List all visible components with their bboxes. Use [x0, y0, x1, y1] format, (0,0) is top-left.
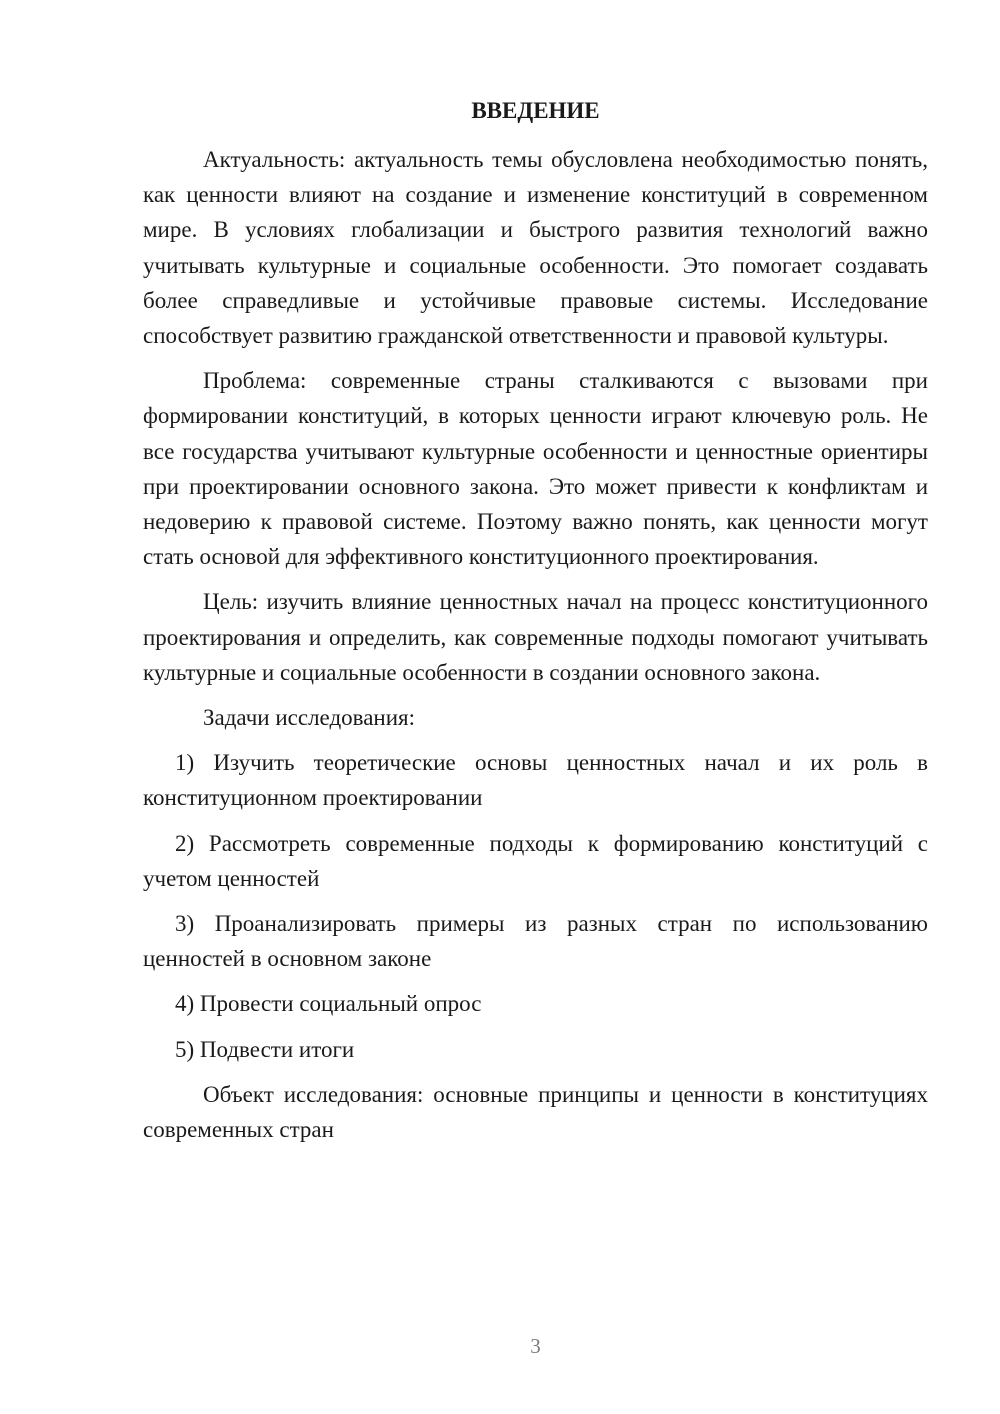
document-body [143, 142, 928, 1157]
paragraph-problem: Проблема: современные страны сталкиваются с вызовами при формировании конституций, в которых ценности играют ключевую роль. Не все государства учитывают культурные особенности и ценностные ориентиры при проектировании основного закона. Это может привести к конфликтам и недоверию к правовой системе. Поэтому важно понять, как ценности могут стать основой для эффективного конституционного проектирования. [143, 368, 928, 570]
paragraph-relevance: Актуальность: актуальность темы обусловлена необходимостью понять, как ценности влияют на создание и изменение конституций в современном мире. В условиях глобализации и быстрого развития технологий важно учитывать культурные и социальные особенности. Это помогает создавать более справедливые и устойчивые правовые системы. Исследование способствует развитию гражданской ответственности и правовой культуры. [143, 147, 928, 349]
list-item: 2) Рассмотреть современные подходы к формированию конституций с учетом ценностей [143, 830, 928, 891]
paragraph-goal: Цель: изучить влияние ценностных начал на процесс конституционного проектирования и определить, как современные подходы помогают учитывать культурные и социальные особенности в создании основного закона. [143, 589, 928, 685]
tasks-heading: Задачи исследования: [203, 705, 416, 731]
page-title: ВВЕДЕНИЕ [471, 98, 600, 123]
paragraph-object: Объект исследования: основные принципы и ценности в конституциях современных стран [143, 1081, 928, 1143]
document-page [143, 0, 928, 1414]
list-item: 4) Провести социальный опрос [175, 991, 482, 1017]
list-item: 3) Проанализировать примеры из разных стран по использованию ценностей в основном законе [143, 911, 928, 972]
page-number: 3 [530, 1334, 541, 1358]
list-item: 1) Изучить теоретические основы ценностных начал и их роль в конституционном проектировании [143, 750, 928, 811]
list-item: 5) Подвести итоги [175, 1036, 355, 1062]
